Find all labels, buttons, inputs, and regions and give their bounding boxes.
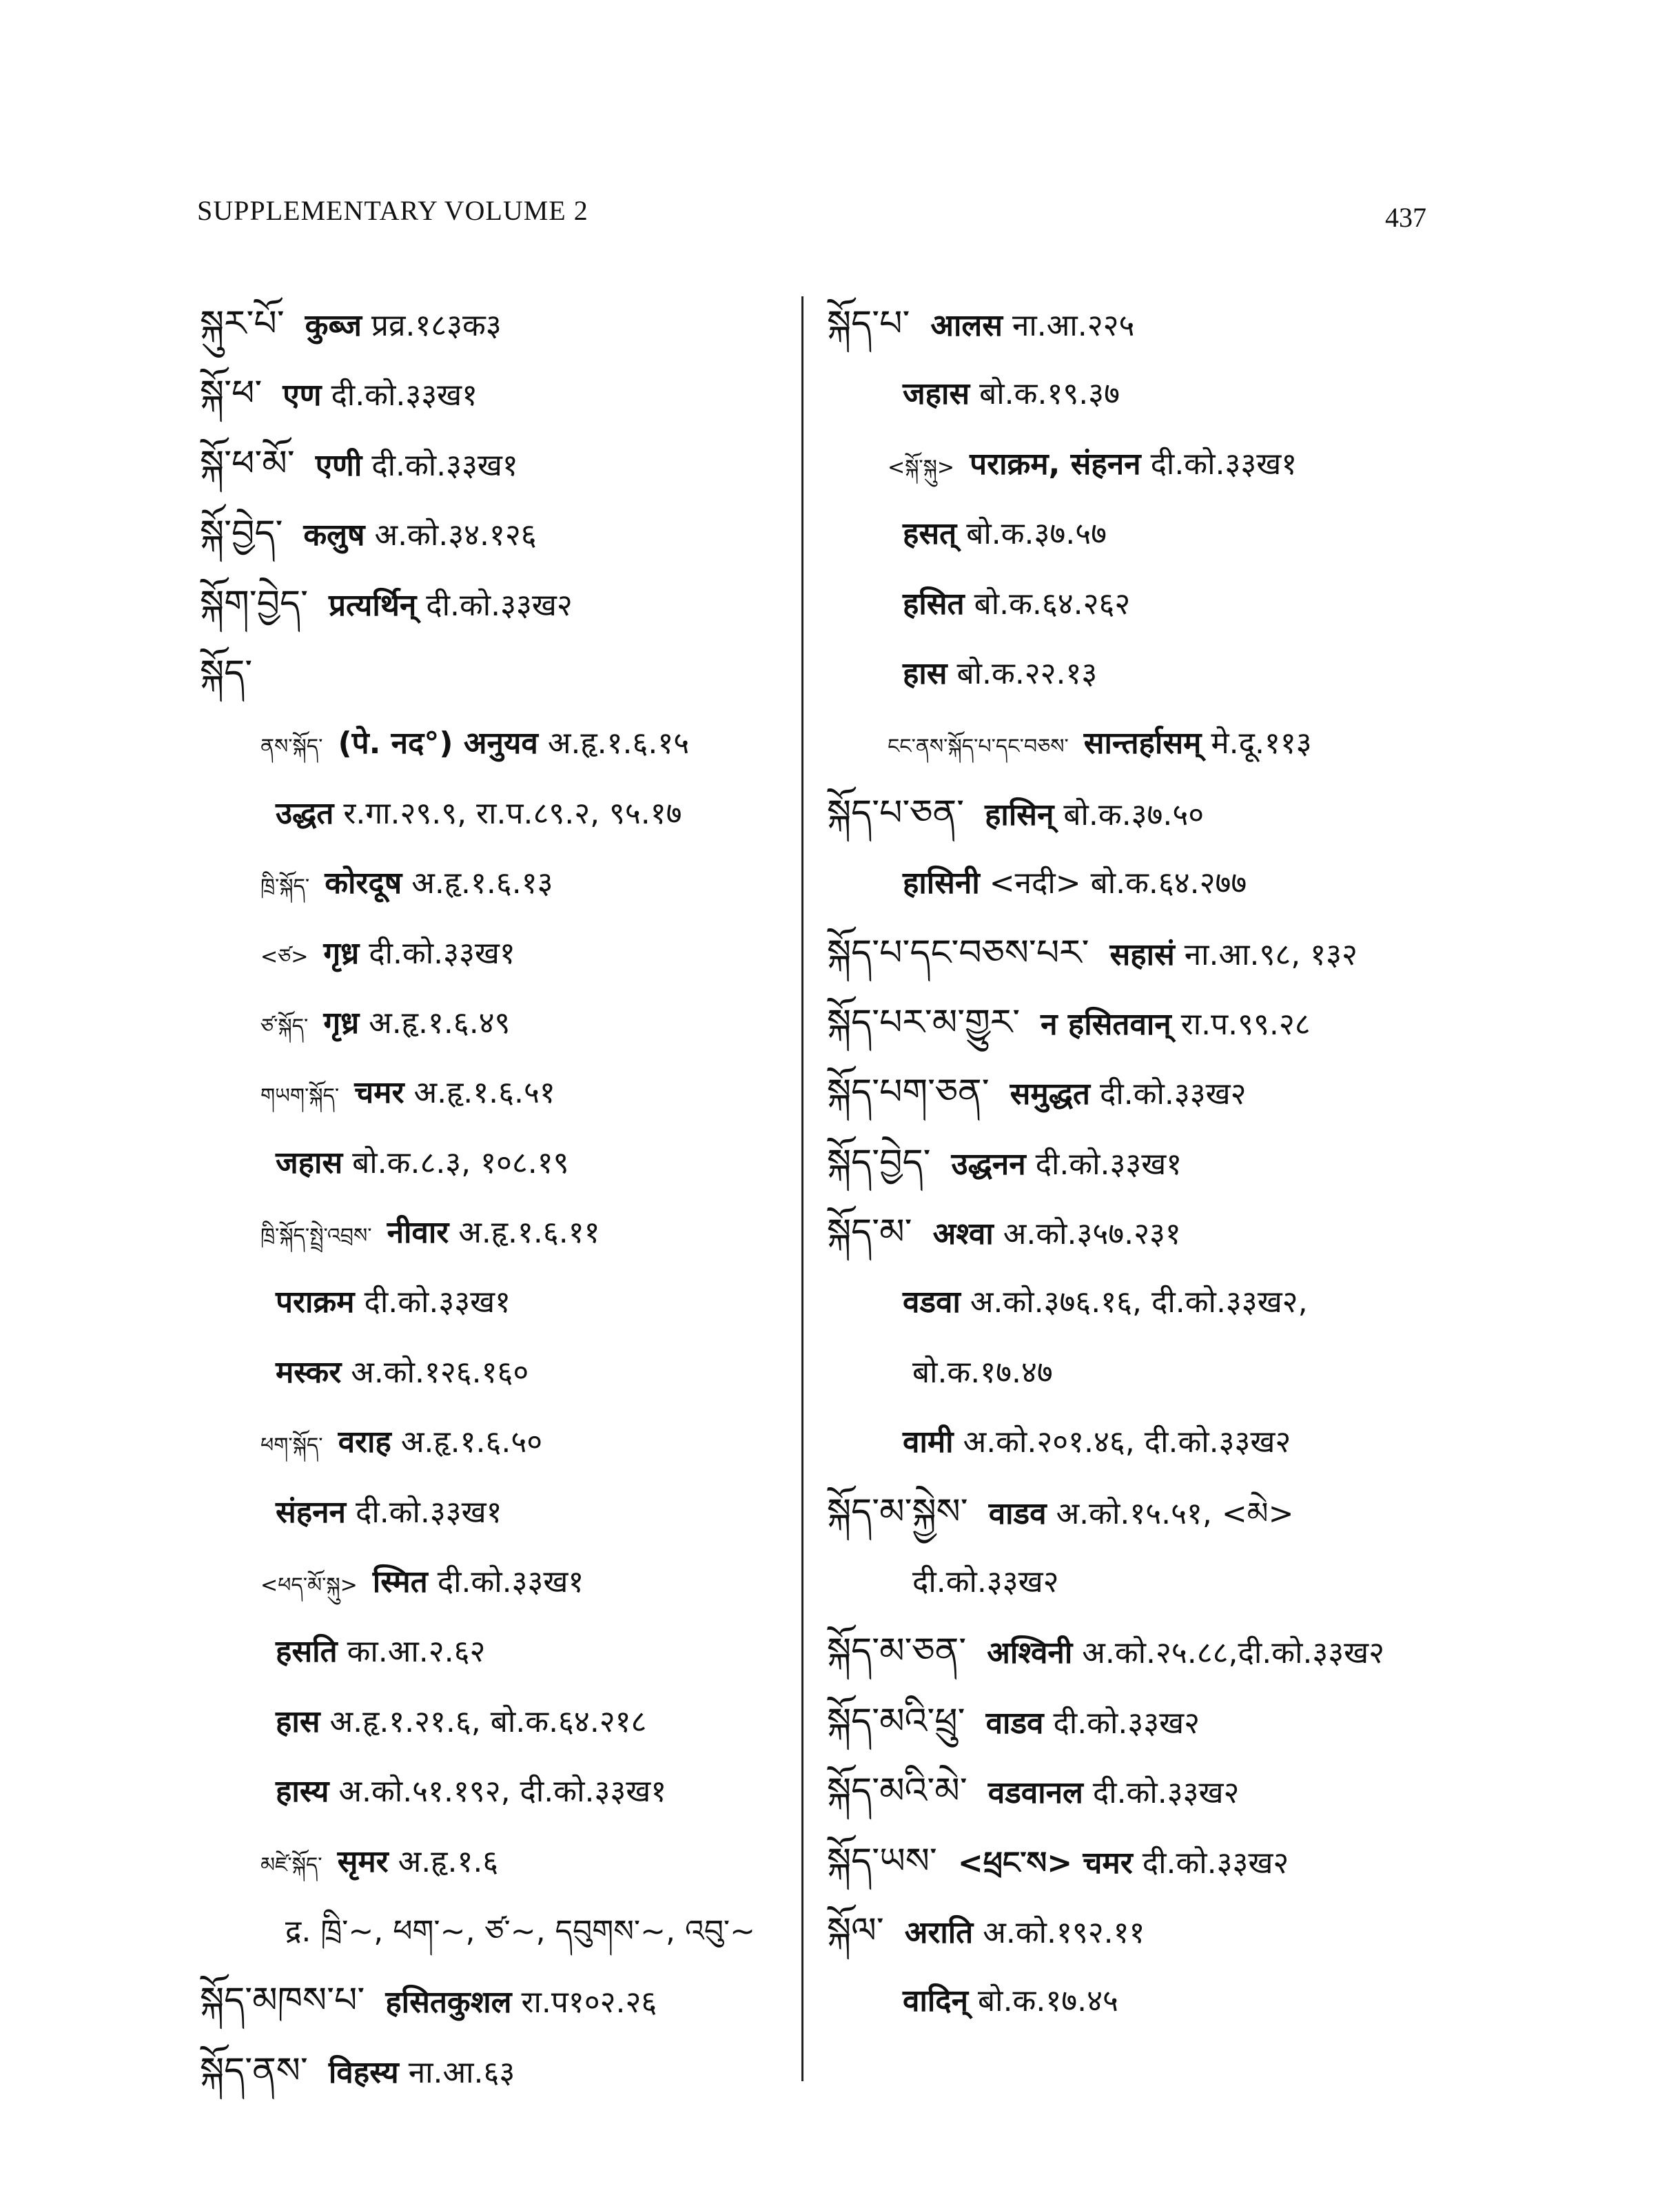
tibetan-term: <ཕད་མོ་སྐུ> <box>260 1573 358 1598</box>
sanskrit-equivalent: वाडव <box>985 1705 1044 1741</box>
sanskrit-equivalent: न हसितवान् <box>1041 1006 1171 1042</box>
dictionary-headword-entry <box>827 988 1516 1058</box>
running-head: SUPPLEMENTARY VOLUME 2 <box>197 195 588 226</box>
sanskrit-equivalent: अश्विनी <box>987 1635 1073 1671</box>
sanskrit-equivalent: (पे. नद°) अनुयव <box>338 726 538 762</box>
dictionary-headword-entry <box>200 359 792 429</box>
sanskrit-equivalent: उद्धत <box>276 795 334 831</box>
tibetan-term: སྐོད་མ་ཅན་ <box>827 1631 967 1673</box>
source-reference: बो.क.६४.२६२ <box>974 586 1131 622</box>
source-reference: दी.को.३३ख२ <box>1092 1775 1240 1811</box>
dictionary-headword-entry <box>827 779 1516 848</box>
dictionary-sub-entry <box>827 1966 1516 2036</box>
source-reference: का.आ.२.६२ <box>347 1634 486 1670</box>
tibetan-term: མཛེ་སྐོད་ <box>260 1852 322 1877</box>
tibetan-term: སྐོད་མཁས་པ་ <box>200 1980 365 2022</box>
source-reference: अ.को.१९२.११ <box>983 1914 1145 1950</box>
tibetan-term: སྐོད་མའི་མེ་ <box>827 1770 967 1812</box>
source-reference: अ.हृ.१.६.५१ <box>413 1075 555 1111</box>
dictionary-sub-entry <box>200 1687 792 1757</box>
sanskrit-equivalent: हास <box>903 655 947 691</box>
source-reference: अ.हृ.१.६ <box>398 1843 499 1879</box>
tibetan-term: <ཙ> <box>260 944 309 969</box>
dictionary-sub-entry <box>200 1267 792 1337</box>
dictionary-headword-entry <box>200 1966 792 2036</box>
dictionary-headword-entry <box>200 289 792 359</box>
sanskrit-equivalent: गृध्र <box>323 935 360 971</box>
source-reference: दी.को.३३ख१ <box>1150 446 1298 482</box>
source-reference: दी.को.३३ख२ <box>1053 1705 1200 1741</box>
source-reference: बो.क.३७.५० <box>1063 797 1205 832</box>
source-reference: दी.को.३३ख२ <box>426 587 573 623</box>
sanskrit-equivalent: एणी <box>315 447 362 483</box>
dictionary-headword-entry <box>827 1827 1516 1897</box>
source-reference: ना.आ.९८, १३२ <box>1184 937 1358 972</box>
tibetan-term: སྐོད་མ་སྐྱེས་ <box>827 1491 968 1533</box>
sanskrit-equivalent: वडवानल <box>987 1775 1083 1811</box>
sanskrit-equivalent: हास्य <box>276 1774 329 1810</box>
left-column <box>200 289 792 2106</box>
sanskrit-equivalent: हसितकुशल <box>385 1985 512 2021</box>
tibetan-term: སྐོད་པ་ <box>827 303 910 345</box>
tibetan-term: སྐོད་པག་ཅན་ <box>827 1072 990 1114</box>
dictionary-sub-entry <box>200 1547 792 1617</box>
sanskrit-equivalent: कोरदूष <box>325 866 402 901</box>
tibetan-term: ཁྲི་སྐོད་སྤྲེ་འབྲས་ <box>260 1224 372 1249</box>
dictionary-sub-entry <box>827 639 1516 708</box>
tibetan-term: སྐོ་ཕ་མོ་ <box>200 442 295 484</box>
dictionary-sub-entry <box>200 1827 792 1897</box>
tibetan-term: སྐོད་མའི་ཕྲུ་ <box>827 1700 965 1742</box>
dictionary-sub-entry <box>200 1128 792 1198</box>
tibetan-term: སྐོད་ཡས་ <box>827 1840 937 1882</box>
dictionary-sub-entry <box>200 779 792 848</box>
sanskrit-equivalent: आलस <box>930 308 1003 343</box>
dictionary-headword-entry <box>200 639 792 708</box>
sanskrit-equivalent: उद्धनन <box>951 1146 1026 1182</box>
sanskrit-equivalent: हासिन् <box>985 797 1054 832</box>
source-reference: दी.को.३३ख१ <box>1035 1146 1182 1182</box>
sanskrit-equivalent: कलुष <box>303 518 365 553</box>
dictionary-headword-entry <box>200 499 792 569</box>
sanskrit-equivalent: अश्वा <box>932 1216 994 1252</box>
dictionary-sub-entry <box>200 1617 792 1686</box>
dictionary-sub-entry <box>200 848 792 918</box>
dictionary-headword-entry <box>827 1757 1516 1826</box>
sanskrit-equivalent: हसति <box>276 1634 338 1670</box>
sanskrit-equivalent: विहस्य <box>328 2054 399 2090</box>
dictionary-sub-entry <box>200 1338 792 1407</box>
dictionary-headword-entry <box>827 1198 1516 1267</box>
source-reference: <नदी> बो.क.६४.२७७ <box>989 866 1247 901</box>
dictionary-headword-entry <box>827 1687 1516 1757</box>
dictionary-sub-entry <box>200 1757 792 1826</box>
tibetan-term: ངང་ནས་སྐོད་པ་དང་བཅས་ <box>888 735 1069 759</box>
source-reference: अ.हृ.१.६.११ <box>458 1215 600 1251</box>
sanskrit-equivalent: कुब्ज <box>305 308 362 343</box>
column-divider <box>801 296 803 2081</box>
tibetan-term: སྐོད་ནས་ <box>200 2050 308 2092</box>
tibetan-term: <སྐོ་སྐུ> <box>888 455 955 480</box>
dictionary-headword-entry <box>827 1617 1516 1686</box>
source-reference: बो.क.१७.४५ <box>978 1983 1118 2019</box>
source-reference: अ.हृ.१.६.४९ <box>369 1005 511 1041</box>
source-reference: दी.को.३३ख१ <box>369 935 515 971</box>
source-reference: दी.को.३३ख१ <box>331 378 478 413</box>
sanskrit-equivalent: सृमर <box>337 1843 389 1879</box>
tibetan-term: ཁྲི་སྐོད་ <box>260 875 310 899</box>
tibetan-term: སྐོ་བྱེད་ <box>200 513 283 555</box>
dictionary-headword-entry <box>827 1478 1516 1547</box>
source-reference: बो.क.१७.४७ <box>912 1354 1053 1390</box>
tibetan-term: སྐོད་པ་ཅན་ <box>827 792 965 834</box>
source-reference: अ.को.२५.८८,दी.को.३३ख२ <box>1082 1635 1385 1671</box>
sanskrit-equivalent: गृध्र <box>323 1005 360 1041</box>
dictionary-headword-entry <box>200 429 792 499</box>
dictionary-headword-entry <box>200 2036 792 2106</box>
source-reference: दी.को.३३ख१ <box>371 447 518 483</box>
source-reference: अ.हृ.१.६.१५ <box>547 726 690 762</box>
source-reference: अ.को.१२६.१६० <box>351 1354 529 1390</box>
source-reference: र.गा.२९.९, रा.प.८९.२, ९५.१७ <box>343 795 682 831</box>
tibetan-term: ཕག་སྐོད་ <box>260 1433 323 1458</box>
source-reference: दी.को.३३ख२ <box>1142 1845 1289 1881</box>
source-reference: अ.को.३७६.१६, दी.को.३३ख२, <box>970 1285 1308 1320</box>
sanskrit-equivalent: <ཕྲང་ས> चमर <box>957 1845 1133 1881</box>
source-reference: बो.क.२२.१३ <box>956 655 1098 691</box>
sanskrit-equivalent: चमर <box>354 1075 404 1111</box>
dictionary-sub-entry <box>827 359 1516 429</box>
page-number: 437 <box>1385 202 1426 233</box>
source-reference: ना.आ.६३ <box>408 2054 515 2090</box>
source-reference: अ.को.५१.१९२, दी.को.३३ख१ <box>338 1774 667 1810</box>
sanskrit-equivalent: हासिनी <box>903 866 980 901</box>
sanskrit-equivalent: सहासं <box>1109 937 1175 972</box>
source-reference: ना.आ.२२५ <box>1012 308 1135 343</box>
source-reference: अ.को.१५.५१, <མེ> <box>1056 1495 1294 1531</box>
dictionary-sub-entry <box>200 919 792 988</box>
sanskrit-equivalent: सान्तर्हासम् <box>1083 726 1202 762</box>
dictionary-sub-entry <box>827 1407 1516 1477</box>
tibetan-term: ཙ་སྐོད་ <box>260 1014 309 1039</box>
dictionary-headword-entry <box>827 919 1516 988</box>
source-reference: अ.को.३४.१२६ <box>374 518 537 553</box>
source-reference: रा.प.९९.२८ <box>1180 1006 1311 1042</box>
sanskrit-equivalent: जहास <box>276 1145 343 1181</box>
sanskrit-equivalent: वादिन् <box>903 1983 969 2019</box>
dictionary-headword-entry <box>827 1058 1516 1127</box>
sanskrit-equivalent: अराति <box>904 1914 974 1950</box>
dictionary-headword-entry <box>827 1897 1516 1966</box>
tibetan-term: སྐོད་པར་མ་གྱུར་ <box>827 1001 1021 1043</box>
sanskrit-equivalent: मस्कर <box>276 1354 342 1390</box>
dictionary-sub-entry <box>827 1547 1516 1617</box>
sanskrit-equivalent: पराक्रम, संहनन <box>970 446 1141 482</box>
source-reference: अ.हृ.१.६.५० <box>400 1424 543 1460</box>
sanskrit-equivalent: पराक्रम <box>276 1285 355 1320</box>
tibetan-term: སྐོད་མ་ <box>827 1212 912 1254</box>
dictionary-sub-entry <box>200 1407 792 1477</box>
right-column <box>827 289 1516 2036</box>
source-reference: द्र. ཁྲི་~, ཕག་~, ཙ་~, དབུགས་~, འབུ་~ <box>285 1913 756 1949</box>
dictionary-headword-entry <box>200 569 792 639</box>
tibetan-term: གཡག་སྐོད་ <box>260 1084 340 1109</box>
sanskrit-equivalent: हसित <box>903 586 965 622</box>
dictionary-sub-entry <box>200 1897 792 1966</box>
sanskrit-equivalent: जहास <box>903 376 970 412</box>
dictionary-headword-entry <box>827 289 1516 359</box>
source-reference: दी.को.३३ख१ <box>437 1564 584 1600</box>
tibetan-term: སྐོད་པ་དང་བཅས་པར་ <box>827 932 1089 974</box>
source-reference: अ.हृ.१.२१.६, बो.क.६४.२१८ <box>329 1704 647 1739</box>
sanskrit-equivalent: हास <box>276 1704 320 1739</box>
sanskrit-equivalent: वडवा <box>903 1285 961 1320</box>
tibetan-term: སྐུར་པོ་ <box>200 303 285 345</box>
tibetan-term: སྐོ་ཕ་ <box>200 373 263 415</box>
source-reference: दी.को.३३ख१ <box>364 1285 511 1320</box>
sanskrit-equivalent: वाडव <box>988 1495 1047 1531</box>
sanskrit-equivalent: एण <box>283 378 322 413</box>
source-reference: बो.क.१९.३७ <box>979 376 1120 412</box>
sanskrit-equivalent: स्मित <box>372 1564 428 1600</box>
sanskrit-equivalent: संहनन <box>276 1494 346 1530</box>
source-reference: रा.प१०२.२६ <box>521 1985 657 2021</box>
dictionary-sub-entry <box>827 1267 1516 1337</box>
sanskrit-equivalent: प्रत्यर्थिन् <box>329 587 417 623</box>
tibetan-term: སྐོག་བྱེད་ <box>200 582 308 624</box>
dictionary-sub-entry <box>200 1058 792 1127</box>
dictionary-sub-entry <box>827 848 1516 918</box>
dictionary-sub-entry <box>827 1338 1516 1407</box>
sanskrit-equivalent: हसत् <box>903 516 957 552</box>
dictionary-sub-entry <box>200 708 792 778</box>
tibetan-term: སྐོད་བྱེད་ <box>827 1141 931 1183</box>
source-reference: मे.दू.११३ <box>1211 726 1312 762</box>
dictionary-headword-entry <box>827 1128 1516 1198</box>
dictionary-sub-entry <box>200 1198 792 1267</box>
tibetan-term: ནས་སྐོད་ <box>260 735 323 759</box>
source-reference: प्रव्र.१८३क३ <box>371 308 502 343</box>
source-reference: अ.हृ.१.६.१३ <box>411 866 553 901</box>
sanskrit-equivalent: नीवार <box>387 1215 449 1251</box>
dictionary-sub-entry <box>827 429 1516 499</box>
source-reference: दी.को.३३ख२ <box>1099 1076 1247 1112</box>
source-reference: दी.को.३३ख१ <box>355 1494 502 1530</box>
tibetan-term: སྐོལ་ <box>827 1910 884 1952</box>
sanskrit-equivalent: वामी <box>903 1424 954 1460</box>
dictionary-sub-entry <box>827 499 1516 569</box>
dictionary-sub-entry <box>827 708 1516 778</box>
sanskrit-equivalent: वराह <box>338 1424 391 1460</box>
sanskrit-equivalent: समुद्धत <box>1010 1076 1090 1112</box>
source-reference: अ.को.२०१.४६, दी.को.३३ख२ <box>963 1424 1291 1460</box>
dictionary-sub-entry <box>827 569 1516 639</box>
dictionary-sub-entry <box>200 1478 792 1547</box>
source-reference: दी.को.३३ख२ <box>912 1564 1059 1600</box>
source-reference: बो.क.८.३, १०८.१९ <box>352 1145 569 1181</box>
source-reference: अ.को.३५७.२३१ <box>1003 1216 1181 1252</box>
tibetan-term: སྐོད་ <box>200 652 253 694</box>
source-reference: बो.क.३७.५७ <box>966 516 1107 552</box>
dictionary-sub-entry <box>200 988 792 1058</box>
